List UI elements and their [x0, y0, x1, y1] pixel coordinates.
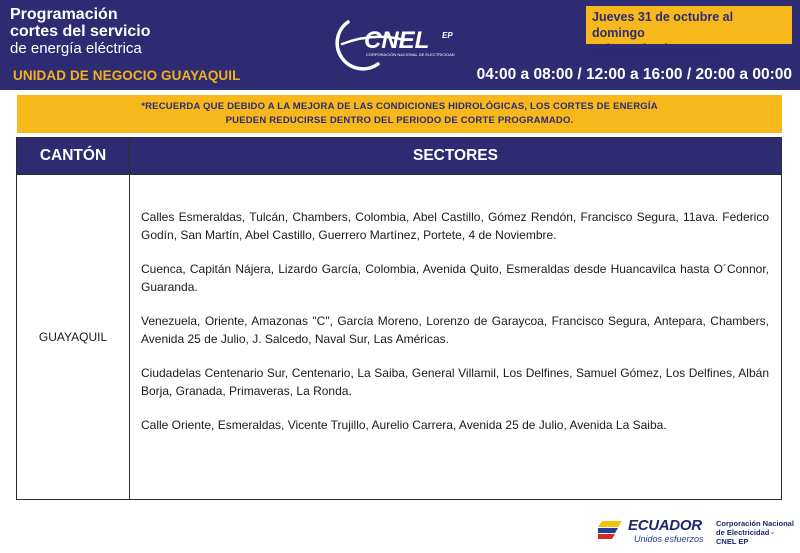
title-line-1: Programación	[10, 6, 118, 23]
sector-group: Venezuela, Oriente, Amazonas "C", García Moreno, Lorenzo de Garaycoa, Francisco Segura, Antepara, Chambers, Avenida 25 de Julio, J. Salcedo, Naval Sur, Las Américas.	[141, 314, 769, 346]
schedule-table	[16, 137, 782, 500]
outage-hours: 04:00 a 08:00 / 12:00 a 16:00 / 20:00 a 00:00	[476, 66, 792, 83]
date-range-line-2: 3 de noviembre 2024	[592, 42, 715, 56]
ecuador-flag-icon	[598, 517, 626, 545]
notice-line-2: PUEDEN REDUCIRSE DENTRO DEL PERIODO DE CORTE PROGRAMADO.	[225, 115, 574, 126]
date-range-line-1: Jueves 31 de octubre al domingo	[592, 10, 734, 40]
header-sectores: SECTORES	[130, 138, 781, 174]
business-unit-label: UNIDAD DE NEGOCIO GUAYAQUIL	[13, 68, 241, 83]
corp-line-2: de Electricidad - CNEL EP	[716, 528, 774, 546]
sector-group: Calle Oriente, Esmeraldas, Vicente Trujillo, Aurelio Carrera, Avenida 25 de Julio, Avenida La Saiba.	[141, 418, 667, 432]
sector-group: Cuenca, Capitán Nájera, Lizardo García, Colombia, Avenida Quito, Esmeraldas desde Huancavilca hasta O´Connor, Guaranda.	[141, 262, 769, 294]
sectors-cell	[141, 208, 769, 450]
corp-line-1: Corporación Nacional	[716, 519, 794, 528]
title-line-2: cortes del servicio	[10, 23, 151, 40]
date-range-box	[586, 6, 792, 56]
cnel-logo-text: CNEL	[364, 27, 430, 54]
cnel-logo-subtitle: CORPORACIÓN NACIONAL DE ELECTRICIDAD	[366, 52, 455, 57]
corporation-label	[716, 519, 794, 546]
ecuador-logo-text: ECUADOR	[628, 517, 702, 534]
sector-group: Ciudadelas Centenario Sur, Centenario, La Saiba, General Villamil, Los Delfines, Samuel Gómez, Los Delfines, Albán Borja, Granada, Primaveras, La Ronda.	[141, 366, 769, 398]
canton-cell: GUAYAQUIL	[38, 330, 108, 344]
column-divider	[129, 138, 130, 499]
footer-logos	[598, 515, 794, 549]
page-title	[10, 6, 151, 57]
notice-line-1: *RECUERDA QUE DEBIDO A LA MEJORA DE LAS CONDICIONES HIDROLÓGICAS, LOS CORTES DE ENERGÍA	[141, 101, 658, 112]
ecuador-tagline: Unidos esfuerzos	[634, 534, 704, 544]
header-divider	[17, 174, 781, 175]
cnel-logo-ep: EP	[442, 31, 453, 40]
sector-group: Calles Esmeraldas, Tulcán, Chambers, Colombia, Abel Castillo, Gómez Rendón, Francisco Segura, 11ava. Federico Godín, San Martín, Abel Castillo, Guerrero Martínez, Portete, 4 de Noviembre.	[141, 210, 769, 242]
cnel-logo	[334, 14, 474, 72]
notice-banner	[17, 95, 782, 133]
title-line-3: de energía eléctrica	[10, 40, 142, 57]
header-canton: CANTÓN	[17, 138, 129, 174]
header-banner	[0, 0, 800, 90]
